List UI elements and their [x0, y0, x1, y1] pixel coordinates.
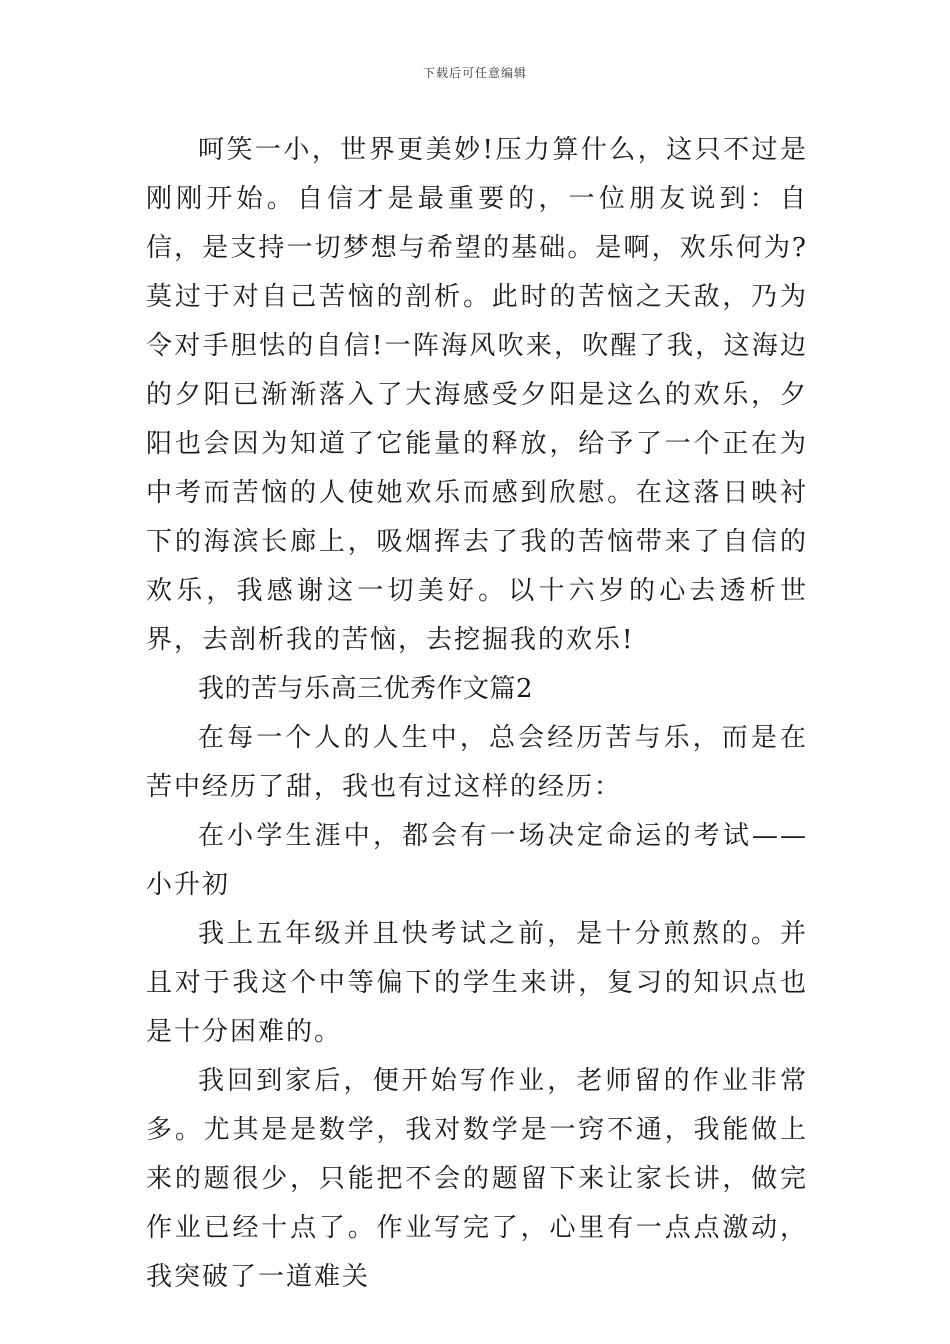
page-header-note: 下载后可任意编辑 — [422, 66, 527, 80]
document-body — [146, 126, 808, 1302]
paragraph-1: 呵笑一小，世界更美妙!压力算什么，这只不过是刚刚开始。自信才是最重要的，一位朋友说到：自信，是支持一切梦想与希望的基础。是啊，欢乐何为?莫过于对自己苦恼的剖析。此时的苦恼之天敌，乃为令对手胆怯的自信!一阵海风吹来，吹醒了我，这海边的夕阳已渐渐落入了大海感受夕阳是这么的欢乐，夕阳也会因为知道了它能量的释放，给予了一个正在为中考而苦恼的人使她欢乐而感到欣慰。在这落日映衬下的海滨长廊上，吸烟挥去了我的苦恼带来了自信的欢乐，我感谢这一切美好。以十六岁的心去透析世界，去剖析我的苦恼，去挖掘我的欢乐! — [146, 135, 808, 655]
paragraph-3: 在小学生涯中，都会有一场决定命运的考试——小升初 — [146, 821, 808, 900]
paragraph-5: 我回到家后，便开始写作业，老师留的作业非常多。尤其是是数学，我对数学是一窍不通，我能做上来的题很少，只能把不会的题留下来让家长讲，做完作业已经十点了。作业写完了，心里有一点点激动，我突破了一道难关 — [146, 1066, 808, 1292]
section-heading: 我的苦与乐高三优秀作文篇2 — [198, 674, 534, 704]
paragraph-2: 在每一个人的人生中，总会经历苦与乐，而是在苦中经历了甜，我也有过这样的经历： — [146, 723, 808, 802]
paragraph-4: 我上五年级并且快考试之前，是十分煎熬的。并且对于我这个中等偏下的学生来讲，复习的知识点也是十分困难的。 — [146, 919, 808, 1047]
